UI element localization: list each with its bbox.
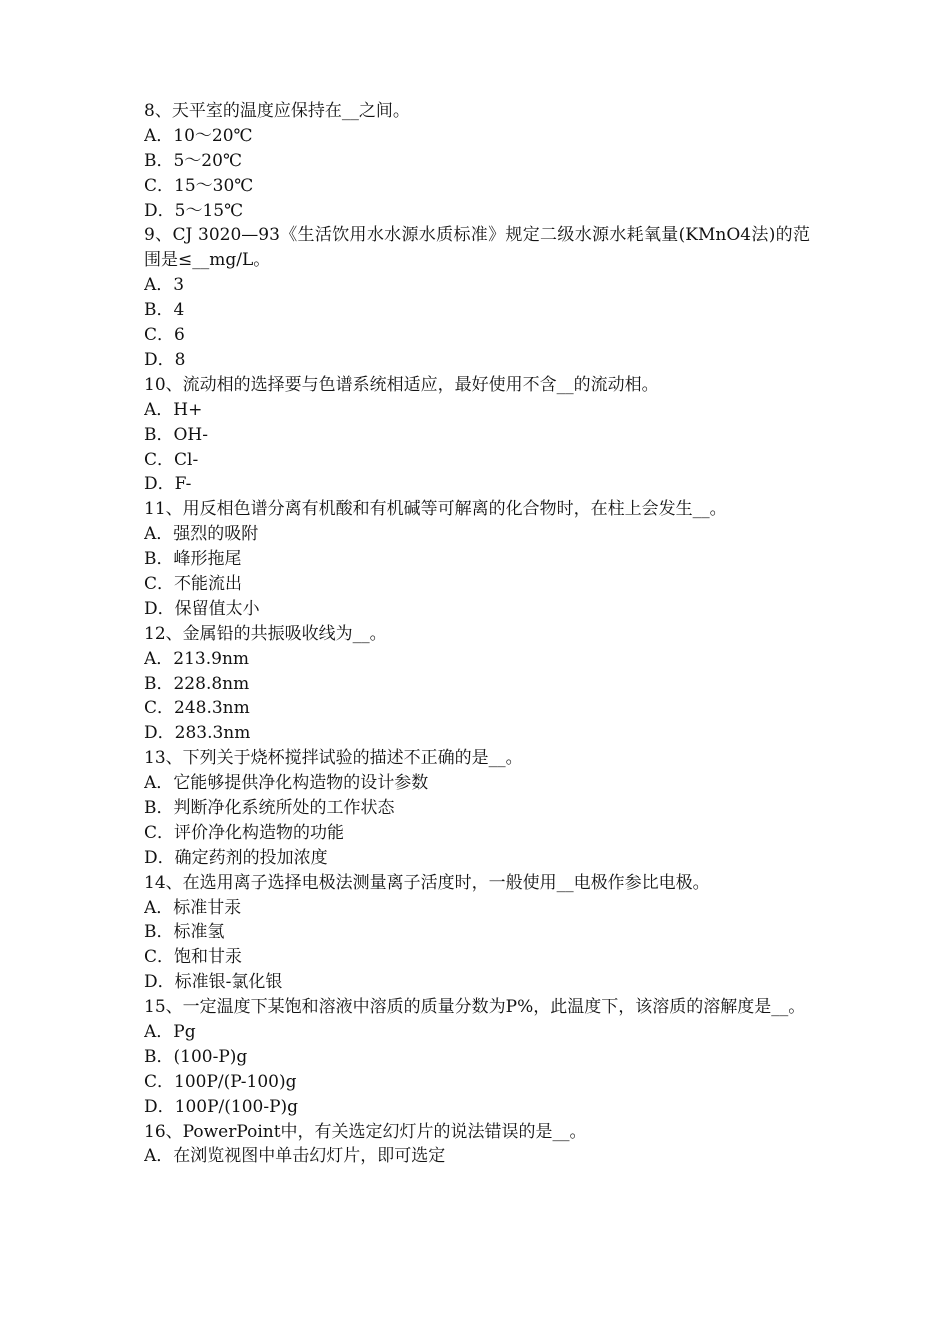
option-b: B．OH- <box>144 424 208 445</box>
option-c: C．饱和甘汞 <box>144 947 243 968</box>
question-stem: 8、天平室的温度应保持在__之间。 <box>144 101 410 121</box>
question-15 <box>144 995 810 1119</box>
option-c: C．15～30℃ <box>144 175 254 196</box>
question-stem: 11、用反相色谱分离有机酸和有机碱等可解离的化合物时，在柱上会发生__。 <box>144 499 727 520</box>
option-d: D．5～15℃ <box>144 200 244 221</box>
option-a: A．213.9nm <box>144 648 250 669</box>
option-a: A．在浏览视图中单击幻灯片，即可选定 <box>144 1146 446 1167</box>
option-d: D．8 <box>144 349 186 370</box>
question-12 <box>144 622 810 746</box>
option-b: B．5～20℃ <box>144 150 242 171</box>
option-d: D．确定药剂的投加浓度 <box>144 847 328 868</box>
option-d: D．100P/(100-P)g <box>144 1096 299 1117</box>
option-a: A．H+ <box>144 399 203 420</box>
option-d: D．F- <box>144 474 192 495</box>
option-b: B．标准氢 <box>144 922 225 943</box>
option-d: D．标准银-氯化银 <box>144 972 283 993</box>
option-a: A．Pg <box>144 1022 196 1042</box>
option-b: B．228.8nm <box>144 673 250 694</box>
option-b: B．(100-P)g <box>144 1046 248 1067</box>
option-a: A．强烈的吸附 <box>144 524 259 545</box>
option-c: C．Cl- <box>144 449 199 470</box>
document-page <box>144 99 810 1169</box>
question-stem: 14、在选用离子选择电极法测量离子活度时，一般使用__电极作参比电极。 <box>144 872 710 893</box>
option-b: B．峰形拖尾 <box>144 549 242 570</box>
question-13 <box>144 746 810 870</box>
option-c: C．100P/(P-100)g <box>144 1071 297 1092</box>
question-stem: 15、一定温度下某饱和溶液中溶质的质量分数为P%，此温度下，该溶质的溶解度是__。 <box>144 997 806 1018</box>
option-b: B．判断净化系统所处的工作状态 <box>144 797 395 818</box>
question-10 <box>144 373 810 497</box>
option-d: D．283.3nm <box>144 723 251 744</box>
question-stem: 12、金属铅的共振吸收线为__。 <box>144 623 387 644</box>
question-16 <box>144 1120 810 1170</box>
option-a: A．10～20℃ <box>144 125 253 146</box>
option-a: A．3 <box>144 275 185 296</box>
question-8 <box>144 99 810 223</box>
question-stem: 9、CJ 3020—93《生活饮用水水源水质标准》规定二级水源水耗氧量(KMnO4法)的范围是≤__mg/L。 <box>144 225 810 271</box>
option-a: A．它能够提供净化构造物的设计参数 <box>144 773 429 794</box>
option-c: C．不能流出 <box>144 573 243 594</box>
question-14 <box>144 871 810 995</box>
option-b: B．4 <box>144 300 185 321</box>
question-11 <box>144 497 810 621</box>
question-stem: 10、流动相的选择要与色谱系统相适应，最好使用不含__的流动相。 <box>144 374 659 395</box>
option-a: A．标准甘汞 <box>144 897 242 918</box>
question-9 <box>144 223 810 372</box>
option-c: C．248.3nm <box>144 698 250 719</box>
question-stem: 13、下列关于烧杯搅拌试验的描述不正确的是__。 <box>144 748 523 769</box>
option-c: C．6 <box>144 325 185 346</box>
question-stem: 16、PowerPoint中，有关选定幻灯片的说法错误的是__。 <box>144 1121 587 1142</box>
option-c: C．评价净化构造物的功能 <box>144 822 345 843</box>
option-d: D．保留值太小 <box>144 598 260 619</box>
